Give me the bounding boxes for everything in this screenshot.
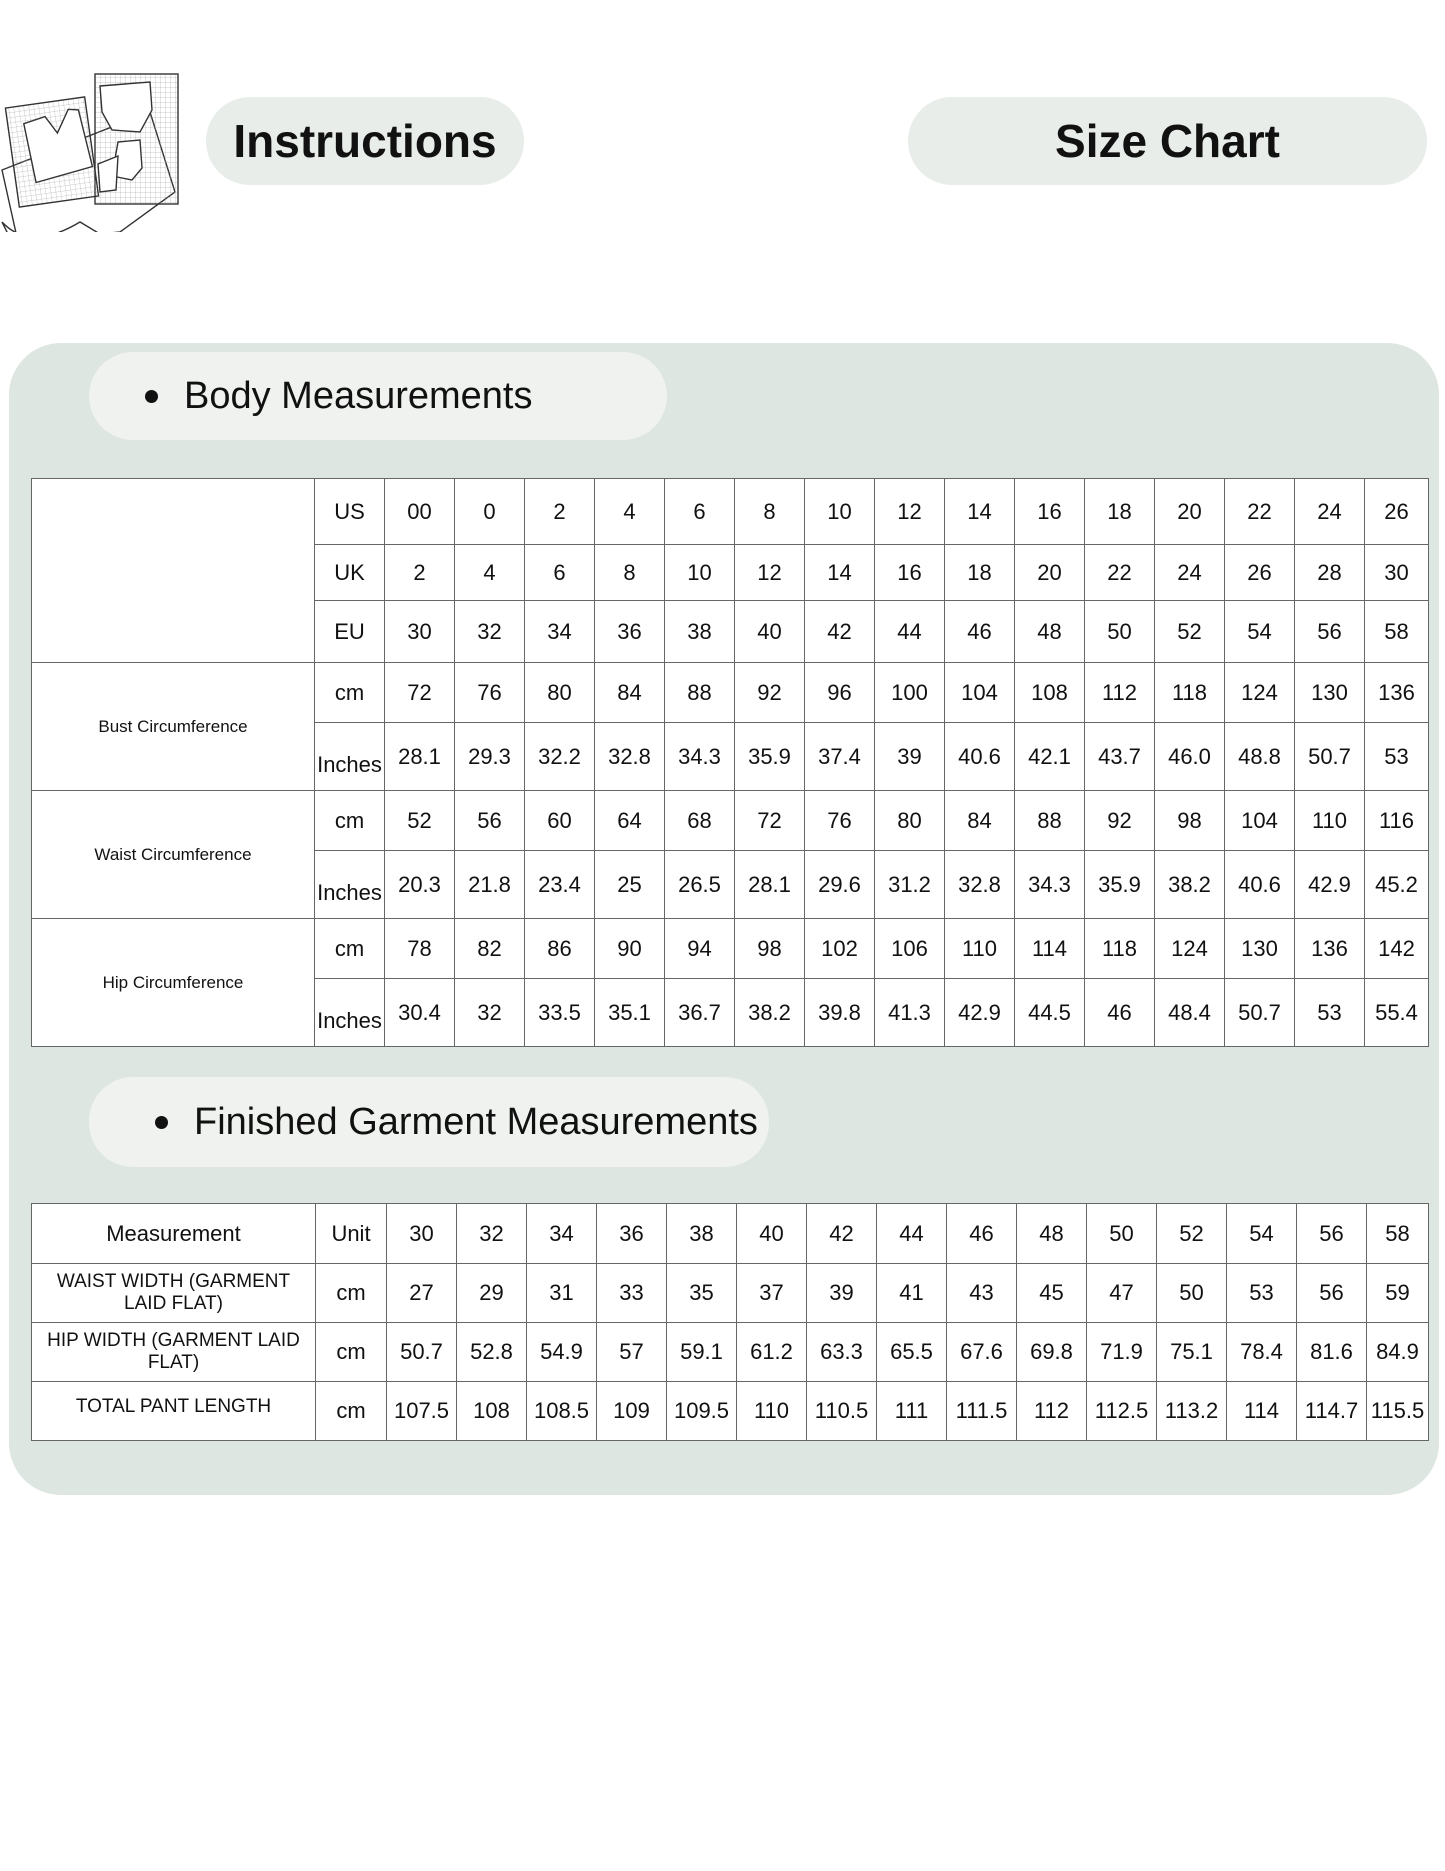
table-cell: 84	[945, 791, 1015, 851]
table-cell: 33.5	[525, 979, 595, 1047]
table-cell: 26	[1365, 479, 1429, 545]
table-cell: 34.3	[665, 723, 735, 791]
table-cell: 64	[595, 791, 665, 851]
table-cell: 23.4	[525, 851, 595, 919]
table-cell: 29.3	[455, 723, 525, 791]
column-header: 54	[1227, 1204, 1297, 1264]
column-header: 30	[387, 1204, 457, 1264]
table-cell: 28	[1295, 545, 1365, 601]
unit-label: cm	[316, 1382, 387, 1441]
table-cell: 81.6	[1297, 1323, 1367, 1382]
table-cell: 10	[665, 545, 735, 601]
table-cell: 32.8	[595, 723, 665, 791]
table-cell: 46	[945, 601, 1015, 663]
table-cell: 30	[385, 601, 455, 663]
table-row	[32, 1323, 1429, 1382]
column-header: 50	[1087, 1204, 1157, 1264]
column-header: 42	[807, 1204, 877, 1264]
table-cell: 50	[1085, 601, 1155, 663]
table-cell: 136	[1295, 919, 1365, 979]
table-row	[32, 1382, 1429, 1441]
table-cell: 59.1	[667, 1323, 737, 1382]
table-cell: 37.4	[805, 723, 875, 791]
table-cell: 80	[525, 663, 595, 723]
table-cell: 57	[597, 1323, 667, 1382]
table-cell: 28.1	[735, 851, 805, 919]
table-row	[32, 479, 1429, 545]
table-cell: 111.5	[947, 1382, 1017, 1441]
table-row	[32, 1264, 1429, 1323]
table-cell: 43	[947, 1264, 1017, 1323]
table-cell: 75.1	[1157, 1323, 1227, 1382]
column-header: 52	[1157, 1204, 1227, 1264]
table-cell: 26.5	[665, 851, 735, 919]
column-header: 46	[947, 1204, 1017, 1264]
table-cell: 61.2	[737, 1323, 807, 1382]
table-cell: 72	[385, 663, 455, 723]
table-cell: 118	[1155, 663, 1225, 723]
table-cell: 20	[1155, 479, 1225, 545]
table-cell: 8	[735, 479, 805, 545]
table-cell: 35	[667, 1264, 737, 1323]
table-cell: 4	[595, 479, 665, 545]
table-cell: 6	[525, 545, 595, 601]
table-cell: 124	[1225, 663, 1295, 723]
table-cell: 8	[595, 545, 665, 601]
table-cell: 47	[1087, 1264, 1157, 1323]
garment-measurements-table	[31, 1203, 1429, 1441]
table-cell: 71.9	[1087, 1323, 1157, 1382]
measurement-label: Waist Circumference	[32, 791, 315, 919]
table-cell: 114	[1227, 1382, 1297, 1441]
table-cell: 60	[525, 791, 595, 851]
table-cell: 56	[455, 791, 525, 851]
table-cell: 50.7	[1225, 979, 1295, 1047]
table-cell: 39	[807, 1264, 877, 1323]
size-chart-header	[908, 97, 1427, 185]
table-cell: 78.4	[1227, 1323, 1297, 1382]
table-cell: 34.3	[1015, 851, 1085, 919]
table-cell: 110	[945, 919, 1015, 979]
table-cell: 29	[457, 1264, 527, 1323]
table-cell: 113.2	[1157, 1382, 1227, 1441]
garment-measurements-title: Finished Garment Measurements	[194, 1100, 758, 1143]
table-cell: 108.5	[527, 1382, 597, 1441]
measurement-label: Hip Circumference	[32, 919, 315, 1047]
table-cell: 40	[735, 601, 805, 663]
table-cell: 12	[735, 545, 805, 601]
table-cell: 111	[877, 1382, 947, 1441]
column-header: 58	[1367, 1204, 1429, 1264]
body-measurements-table	[31, 478, 1429, 1047]
table-cell: 50.7	[387, 1323, 457, 1382]
column-header: 48	[1017, 1204, 1087, 1264]
table-cell: 116	[1365, 791, 1429, 851]
table-cell: 112	[1017, 1382, 1087, 1441]
table-cell: 63.3	[807, 1323, 877, 1382]
table-cell: 38.2	[735, 979, 805, 1047]
column-header: 32	[457, 1204, 527, 1264]
table-cell: 18	[1085, 479, 1155, 545]
table-cell: 118	[1085, 919, 1155, 979]
table-cell: 18	[945, 545, 1015, 601]
table-cell: 109.5	[667, 1382, 737, 1441]
table-cell: 48.4	[1155, 979, 1225, 1047]
table-cell: 58	[1365, 601, 1429, 663]
table-cell: 108	[1015, 663, 1085, 723]
table-cell: 21.8	[455, 851, 525, 919]
body-measurements-heading	[89, 352, 667, 440]
table-cell: 40.6	[945, 723, 1015, 791]
table-cell: 109	[597, 1382, 667, 1441]
table-cell: 114	[1015, 919, 1085, 979]
table-cell: 26	[1225, 545, 1295, 601]
sewing-pattern-logo	[0, 72, 185, 232]
table-cell: 22	[1225, 479, 1295, 545]
table-cell: 44	[875, 601, 945, 663]
table-cell: 39.8	[805, 979, 875, 1047]
table-cell: 00	[385, 479, 455, 545]
table-cell: 32.8	[945, 851, 1015, 919]
measurement-label: TOTAL PANT LENGTH	[32, 1382, 316, 1441]
table-cell: 67.6	[947, 1323, 1017, 1382]
table-cell: 124	[1155, 919, 1225, 979]
table-cell: 48.8	[1225, 723, 1295, 791]
table-cell: 52	[385, 791, 455, 851]
column-header: 56	[1297, 1204, 1367, 1264]
table-cell: 46	[1085, 979, 1155, 1047]
table-cell: 142	[1365, 919, 1429, 979]
unit-label: cm	[315, 663, 385, 723]
table-cell: 104	[1225, 791, 1295, 851]
table-cell: 114.7	[1297, 1382, 1367, 1441]
table-cell: 16	[1015, 479, 1085, 545]
table-cell: 42.9	[1295, 851, 1365, 919]
table-cell: 38	[665, 601, 735, 663]
table-cell: 52.8	[457, 1323, 527, 1382]
table-cell: 43.7	[1085, 723, 1155, 791]
table-cell: 82	[455, 919, 525, 979]
table-cell: 68	[665, 791, 735, 851]
table-cell: 100	[875, 663, 945, 723]
unit-label: cm	[315, 791, 385, 851]
column-header: Measurement	[32, 1204, 316, 1264]
table-cell: 25	[595, 851, 665, 919]
table-cell: 53	[1365, 723, 1429, 791]
column-header: Unit	[316, 1204, 387, 1264]
table-cell: 92	[1085, 791, 1155, 851]
table-cell: 37	[737, 1264, 807, 1323]
table-cell: 98	[735, 919, 805, 979]
bullet-icon	[145, 390, 158, 403]
table-cell: 32	[455, 601, 525, 663]
table-cell: 72	[735, 791, 805, 851]
column-header: 36	[597, 1204, 667, 1264]
table-cell: 14	[945, 479, 1015, 545]
table-cell: 94	[665, 919, 735, 979]
table-cell: 10	[805, 479, 875, 545]
table-cell: 45.2	[1365, 851, 1429, 919]
table-cell: 56	[1297, 1264, 1367, 1323]
table-cell: 88	[1015, 791, 1085, 851]
measurement-label: HIP WIDTH (GARMENT LAID FLAT)	[32, 1323, 316, 1382]
unit-label: Inches	[315, 979, 385, 1047]
table-cell: 65.5	[877, 1323, 947, 1382]
unit-label: cm	[316, 1264, 387, 1323]
unit-label: Inches	[315, 851, 385, 919]
table-cell: 41	[877, 1264, 947, 1323]
table-cell: 59	[1367, 1264, 1429, 1323]
table-cell: 55.4	[1365, 979, 1429, 1047]
table-cell: 24	[1155, 545, 1225, 601]
table-cell: 6	[665, 479, 735, 545]
table-cell: 42.1	[1015, 723, 1085, 791]
table-cell: 110	[737, 1382, 807, 1441]
table-cell: 27	[387, 1264, 457, 1323]
unit-label: cm	[316, 1323, 387, 1382]
table-row	[32, 919, 1429, 979]
table-cell: 110	[1295, 791, 1365, 851]
measurement-label: Bust Circumference	[32, 663, 315, 791]
table-cell: 53	[1227, 1264, 1297, 1323]
table-cell: 50.7	[1295, 723, 1365, 791]
table-cell: 4	[455, 545, 525, 601]
table-cell: 40.6	[1225, 851, 1295, 919]
table-cell: 98	[1155, 791, 1225, 851]
size-system-label: EU	[315, 601, 385, 663]
table-cell: 80	[875, 791, 945, 851]
table-cell: 92	[735, 663, 805, 723]
column-header: 38	[667, 1204, 737, 1264]
unit-label: Inches	[315, 723, 385, 791]
table-cell: 54.9	[527, 1323, 597, 1382]
size-chart-label: Size Chart	[1055, 115, 1280, 167]
table-cell: 22	[1085, 545, 1155, 601]
table-cell: 2	[525, 479, 595, 545]
table-cell: 76	[455, 663, 525, 723]
table-cell: 84	[595, 663, 665, 723]
table-cell: 90	[595, 919, 665, 979]
table-cell: 106	[875, 919, 945, 979]
empty-header-cell	[32, 479, 315, 663]
instructions-label: Instructions	[233, 115, 497, 167]
table-cell: 88	[665, 663, 735, 723]
table-cell: 54	[1225, 601, 1295, 663]
table-cell: 86	[525, 919, 595, 979]
table-cell: 0	[455, 479, 525, 545]
table-cell: 33	[597, 1264, 667, 1323]
table-cell: 56	[1295, 601, 1365, 663]
unit-label: cm	[315, 919, 385, 979]
table-cell: 35.1	[595, 979, 665, 1047]
table-cell: 32	[455, 979, 525, 1047]
table-cell: 107.5	[387, 1382, 457, 1441]
table-cell: 12	[875, 479, 945, 545]
measurement-label: WAIST WIDTH (GARMENT LAID FLAT)	[32, 1264, 316, 1323]
table-cell: 32.2	[525, 723, 595, 791]
table-cell: 52	[1155, 601, 1225, 663]
size-chart-panel	[9, 343, 1439, 1495]
table-cell: 48	[1015, 601, 1085, 663]
table-cell: 130	[1295, 663, 1365, 723]
table-cell: 38.2	[1155, 851, 1225, 919]
table-cell: 96	[805, 663, 875, 723]
garment-measurements-heading	[89, 1077, 769, 1167]
size-system-label: US	[315, 479, 385, 545]
table-cell: 130	[1225, 919, 1295, 979]
table-cell: 110.5	[807, 1382, 877, 1441]
size-system-label: UK	[315, 545, 385, 601]
table-cell: 115.5	[1367, 1382, 1429, 1441]
table-cell: 69.8	[1017, 1323, 1087, 1382]
table-cell: 44.5	[1015, 979, 1085, 1047]
table-cell: 112	[1085, 663, 1155, 723]
table-cell: 20.3	[385, 851, 455, 919]
table-cell: 41.3	[875, 979, 945, 1047]
table-cell: 36	[595, 601, 665, 663]
table-row	[32, 791, 1429, 851]
table-cell: 36.7	[665, 979, 735, 1047]
table-cell: 20	[1015, 545, 1085, 601]
table-cell: 46.0	[1155, 723, 1225, 791]
instructions-header	[206, 97, 524, 185]
bullet-icon	[155, 1116, 168, 1129]
table-cell: 104	[945, 663, 1015, 723]
body-measurements-title: Body Measurements	[184, 374, 533, 417]
table-cell: 112.5	[1087, 1382, 1157, 1441]
table-header-row	[32, 1204, 1429, 1264]
table-cell: 28.1	[385, 723, 455, 791]
table-cell: 24	[1295, 479, 1365, 545]
table-cell: 35.9	[1085, 851, 1155, 919]
table-cell: 102	[805, 919, 875, 979]
table-cell: 30	[1365, 545, 1429, 601]
table-cell: 76	[805, 791, 875, 851]
table-cell: 29.6	[805, 851, 875, 919]
table-cell: 31.2	[875, 851, 945, 919]
table-cell: 30.4	[385, 979, 455, 1047]
table-cell: 78	[385, 919, 455, 979]
column-header: 44	[877, 1204, 947, 1264]
table-cell: 14	[805, 545, 875, 601]
table-cell: 50	[1157, 1264, 1227, 1323]
column-header: 40	[737, 1204, 807, 1264]
column-header: 34	[527, 1204, 597, 1264]
table-cell: 39	[875, 723, 945, 791]
table-cell: 42.9	[945, 979, 1015, 1047]
table-cell: 42	[805, 601, 875, 663]
table-cell: 16	[875, 545, 945, 601]
table-cell: 35.9	[735, 723, 805, 791]
table-cell: 108	[457, 1382, 527, 1441]
table-cell: 136	[1365, 663, 1429, 723]
table-cell: 84.9	[1367, 1323, 1429, 1382]
table-cell: 2	[385, 545, 455, 601]
table-cell: 34	[525, 601, 595, 663]
table-cell: 53	[1295, 979, 1365, 1047]
table-row	[32, 663, 1429, 723]
table-cell: 45	[1017, 1264, 1087, 1323]
table-cell: 31	[527, 1264, 597, 1323]
